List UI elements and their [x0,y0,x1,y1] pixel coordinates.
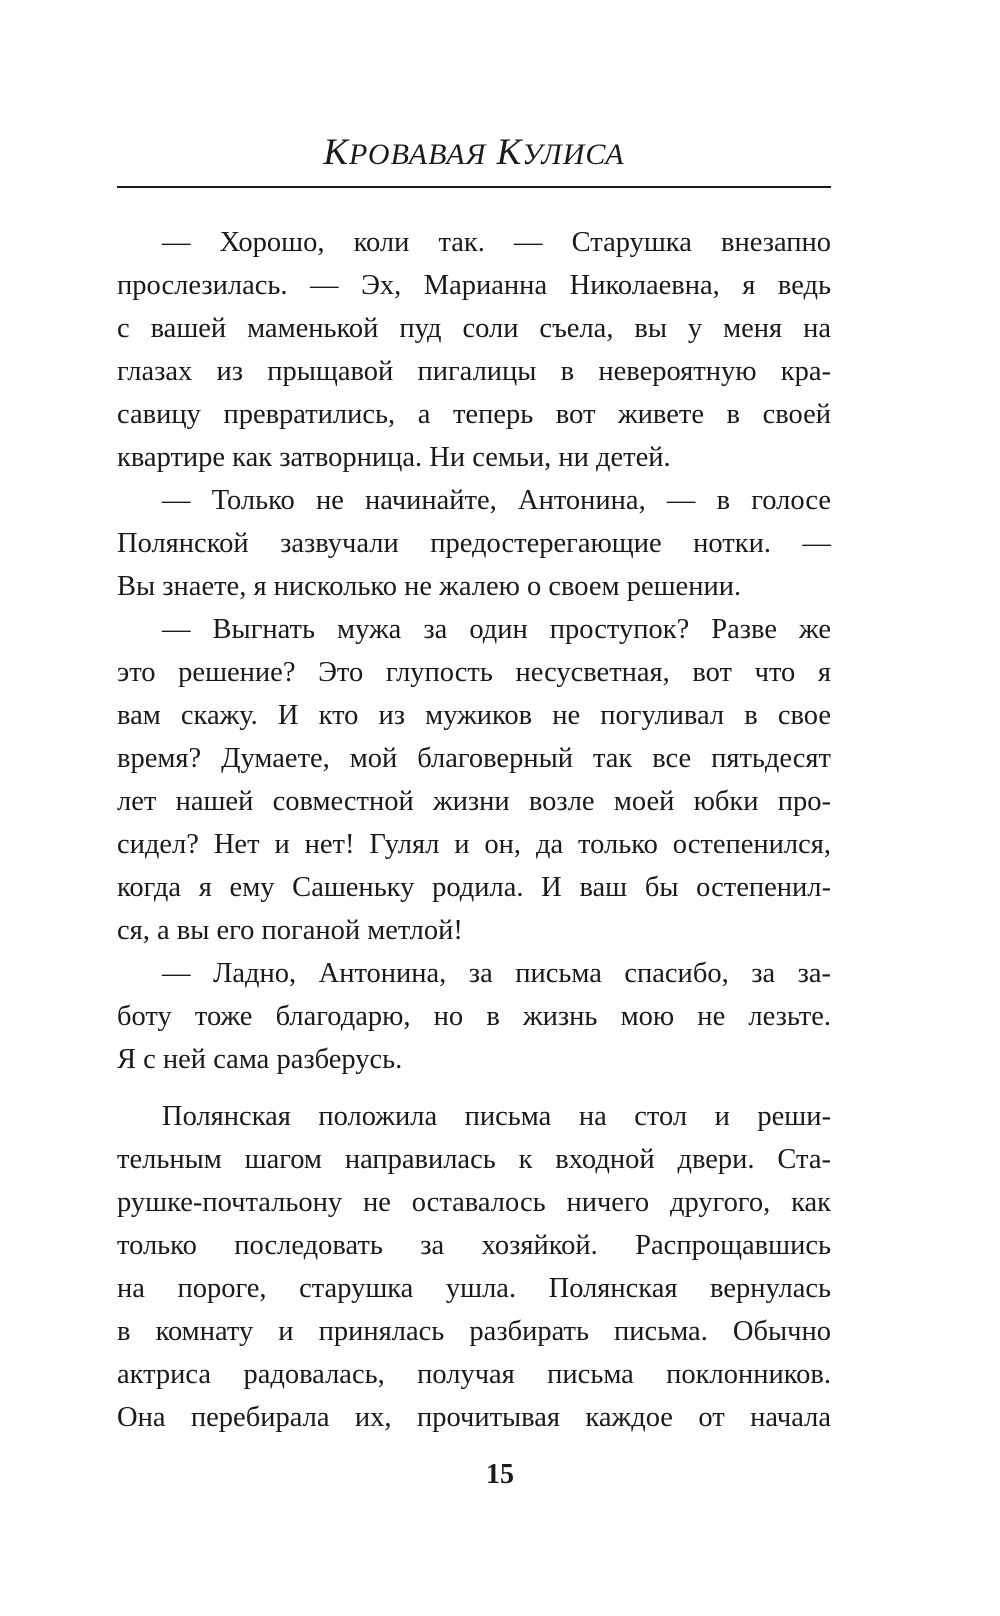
text-line: Вы знаете, я нисколько не жалею о своем решении. [117,571,742,602]
text-line: — Хорошо, коли так. — Старушка внезапно [162,227,831,258]
text-line: прослезилась. — Эх, Марианна Николаевна, я ведь [117,270,831,301]
text-line: когда я ему Сашеньку родила. И ваш бы остепенил- [117,872,831,903]
text-line: савицу превратились, а теперь вот живете в своей [117,399,831,430]
running-head-initial-2: К [496,132,523,173]
text-line: Полянской зазвучали предостерегающие нотки. — [117,528,831,559]
paragraph [117,952,831,1081]
text-line: только последовать за хозяйкой. Распрощавшись [117,1230,831,1261]
text-line: лет нашей совместной жизни возле моей юбки про- [117,786,831,817]
running-head [118,131,830,177]
text-line: рушке-почтальону не оставалось ничего другого, как [117,1187,831,1218]
text-line: Она перебирала их, прочитывая каждое от начала [117,1402,831,1433]
page-number: 15 [486,1459,514,1490]
text-line: — Выгнать мужа за один проступок? Разве же [162,614,831,645]
text-line: Я с ней сама разберусь. [117,1044,403,1075]
text-line: квартире как затворница. Ни семьи, ни детей. [117,442,671,473]
running-head-initial-1: К [323,132,349,173]
text-line: с вашей маменькой пуд соли съела, вы у меня на [117,313,831,344]
paragraph-gap [117,1081,831,1095]
header-rule [117,186,831,188]
text-line: в комнату и принялась разбирать письма. Обычно [117,1316,831,1347]
text-line: сидел? Нет и нет! Гулял и он, да только остепенился, [117,829,831,860]
paragraph [117,608,831,952]
text-line: — Ладно, Антонина, за письма спасибо, за за- [162,958,831,989]
body-text [117,221,831,1439]
text-line: вам скажу. И кто из мужиков не погуливал в свое [117,700,831,731]
running-head-word-1: РОВАВАЯ [349,138,487,171]
text-line: время? Думаете, мой благоверный так все пятьдесят [117,743,831,774]
paragraph [117,479,831,608]
text-line: Полянская положила письма на стол и реши- [162,1101,831,1132]
text-line: это решение? Это глупость несусветная, вот что я [117,657,831,688]
text-line: тельным шагом направилась к входной двери. Ста- [117,1144,831,1175]
text-line: глазах из прыщавой пигалицы в невероятную кра- [117,356,831,387]
text-line: боту тоже благодарю, но в жизнь мою не лезьте. [117,1001,831,1032]
paragraph [117,1095,831,1439]
text-line: на пороге, старушка ушла. Полянская вернулась [117,1273,831,1304]
running-head-word-2: УЛИСА [522,138,625,171]
text-line: — Только не начинайте, Антонина, — в голосе [162,485,831,516]
paragraph [117,221,831,479]
text-line: ся, а вы его поганой метлой! [117,915,463,946]
text-line: актриса радовалась, получая письма поклонников. [117,1359,831,1390]
